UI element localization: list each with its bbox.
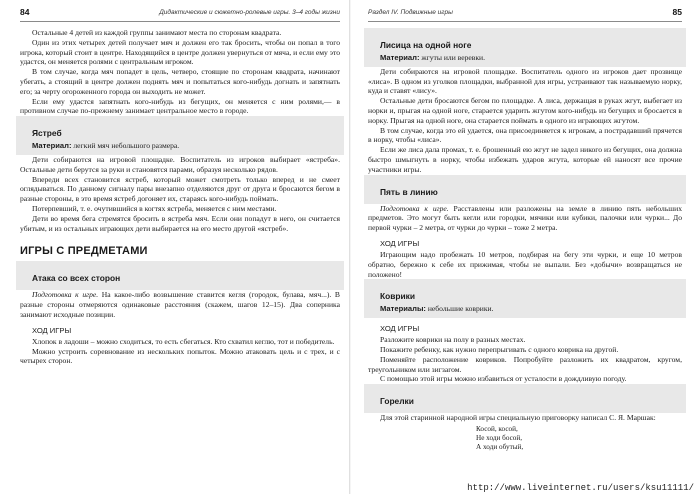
left-running-title: Дидактические и сюжетно-ролевые игры. 3–4 годы жизни [159,8,340,16]
ataka-heading-box [16,261,344,290]
paragraph: Покажите ребенку, как нужно перепрыгивать с одного коврика на другой. [380,344,619,354]
materials-line [20,141,340,151]
paragraph: Дети во время бега стремятся бросить в ястреба мяч. Если они попадут в него, он считается убитым, и из остальных играющих дети выбирается на его место другой «ястреб». [20,213,340,233]
section-title-ataka: Атака со всех сторон [32,273,121,284]
lisitsa-heading-box [364,28,686,67]
section-title-pyat: Пять в линию [380,186,438,197]
prep-label: Подготовка к игре. [380,203,449,213]
right-page [350,0,700,494]
kovriki-heading-box [364,279,686,318]
materials-text: небольшие коврики. [425,304,494,314]
paragraph: Впереди всех становится ястреб, который может смотреть только вперед и не смеет оглядываться. По данному сигналу пары внезапно отделяются друг от друга и бросаются бегом в разные стороны, в это время ястреб догоняет их, стараясь кого-нибудь поймать. [20,174,340,204]
paragraph: С помощью этой игры можно избавиться от усталости в дождливую погоду. [380,374,627,384]
paragraph: Один из этих четырех детей получает мяч и должен его так бросить, чтобы он попал в того игрока, который стоит в центре. Находящийся в центре должен увернуться от мяча, и если ему это удастся, он меняется ролями с центральным игроком. [20,37,340,67]
chapter-title: ИГРЫ С ПРЕДМЕТАМИ [20,245,148,258]
paragraph: Потерпевший, т. е. очутившийся в когтях ястреба, меняется с ним местами. [32,203,277,213]
right-page-number: 85 [672,7,682,17]
paragraph: В том случае, когда мяч попадет в цель, четверо, стоящие по сторонам квадрата, начинают убегать, а стоящий в центре должен поднять мяч и попытаться кого-нибудь догнать и запятнать его; за черту огороженного города он выходить не может. [20,67,340,96]
course-label: ХОД ИГРЫ [32,325,72,335]
materials-label: Материал: [380,53,420,62]
materials-label: Материал: [32,141,72,151]
course-label: ХОД ИГРЫ [380,324,420,334]
prep-text: Расставлены или разложены на земле в линию пять небольших предметов. Это могут быть кегли или городки, мячики или кубики, палочки или чурки... До первой чурки – 2 метра, от чурки до чурки – тоже 2 метра. [368,203,682,233]
prep-paragraph [20,290,340,319]
paragraph: Дети собираются на игровой площадке. Воспитатель из игроков выбирает «ястреба». Остальные дети берутся за руки и становятся парами, образуя несколько рядов. [20,154,340,174]
prep-paragraph [368,204,682,233]
paragraph: Остальные дети бросаются бегом по площадке. А лиса, держащая в руках жгут, выбегает из норки и, прыгая на одной ноге, старается ударить жгутом кого-нибудь из бегущих и бросается в норку. Прыгая на одной ноге, она старается поймать в одного из играющих жгутом. [368,96,682,125]
section-title-lisitsa: Лисица на одной ноге [380,40,472,50]
paragraph: В том случае, когда это ей удается, она присоединяется к игрокам, а пострадавший прячется в норку, чтобы «лиса». [368,125,682,145]
section-title-yastreb: Ястреб [32,128,62,139]
paragraph: Для этой старинной народной игры специальную приговорку написал С. Я. Маршак: [380,413,656,423]
paragraph: Если же лиса дала промах, т. е. брошенный ею жгут не задел никого из бегущих, она должна быстро шмыгнуть в норку, чтобы избежать ударов жгута, которые ей наносят все прочие участники игры. [368,145,682,174]
materials-line [368,304,682,314]
paragraph: Играющим надо пробежать 10 метров, подбирая на бегу эти чурки, и еще 10 метров обратно, бережно к себе их прижимая, чтобы не выпали. Без «добычи» возвращаться не положено! [368,249,682,279]
materials-line [368,53,682,63]
gorelki-heading-box [364,384,686,413]
paragraph: Остальные 4 детей из каждой группы занимают места по сторонам квадрата. [32,28,282,37]
poem-line: А ходи обутый, [476,443,524,452]
section-title-kovriki: Коврики [380,291,415,302]
prep-label: Подготовка к игре. [32,290,99,300]
yastreb-heading-box [16,116,344,155]
paragraph: Можно устроить соревнование из нескольких попыток. Можно атаковать цель и с трех, и с четырех сторон. [20,346,340,366]
prep-text: На какое-либо возвышение ставится кегля (городок, булава, мяч...). В разные стороны отмеряются одинаковые расстояния (скажем, шагов 12–15). Два соперника занимают исходные позиции. [20,290,340,319]
materials-label: Материалы: [380,304,426,314]
pyat-heading-box [364,175,686,204]
left-running-head [20,6,340,22]
course-label: ХОД ИГРЫ [380,238,420,248]
paragraph: Поменяйте расположение ковриков. Попробуйте разложить их квадратом, кругом, треугольником или зигзагом. [368,354,682,374]
materials-text: легкий мяч небольшого размера. [71,141,180,151]
paragraph: Дети собираются на игровой площадке. Воспитатель одного из игроков дает прозвище «лиса». В одном из уголков площадки, выбранной для игры, устраивают так называемую норку, куда и ставят «лису». [368,66,682,96]
left-page-number: 84 [20,7,30,17]
section-title-gorelki: Горелки [380,396,414,407]
right-body [368,28,682,453]
poem-line: Косой, косой, [476,424,518,433]
paragraph: Если ему удастся запятнать кого-нибудь из бегущих, он меняется с ним ролями,— в противном случае по-прежнему занимает центральное место в городе. [20,96,340,116]
right-running-head [368,6,682,22]
right-running-title: Раздел IV. Подвижные игры [368,8,453,16]
watermark-url: http://www.liveinternet.ru/users/ksu11111/ [467,483,694,493]
poem-line: Не ходи босой, [476,434,523,443]
poem [476,425,682,453]
left-body [20,28,340,366]
paragraph: Хлопок в ладоши – можно сходиться, то есть сбегаться. Кто схватил кеглю, тот и победитель. [32,336,335,346]
materials-text: жгуты или веревки. [419,53,485,62]
paragraph: Разложите коврики на полу в разных местах. [380,335,526,345]
